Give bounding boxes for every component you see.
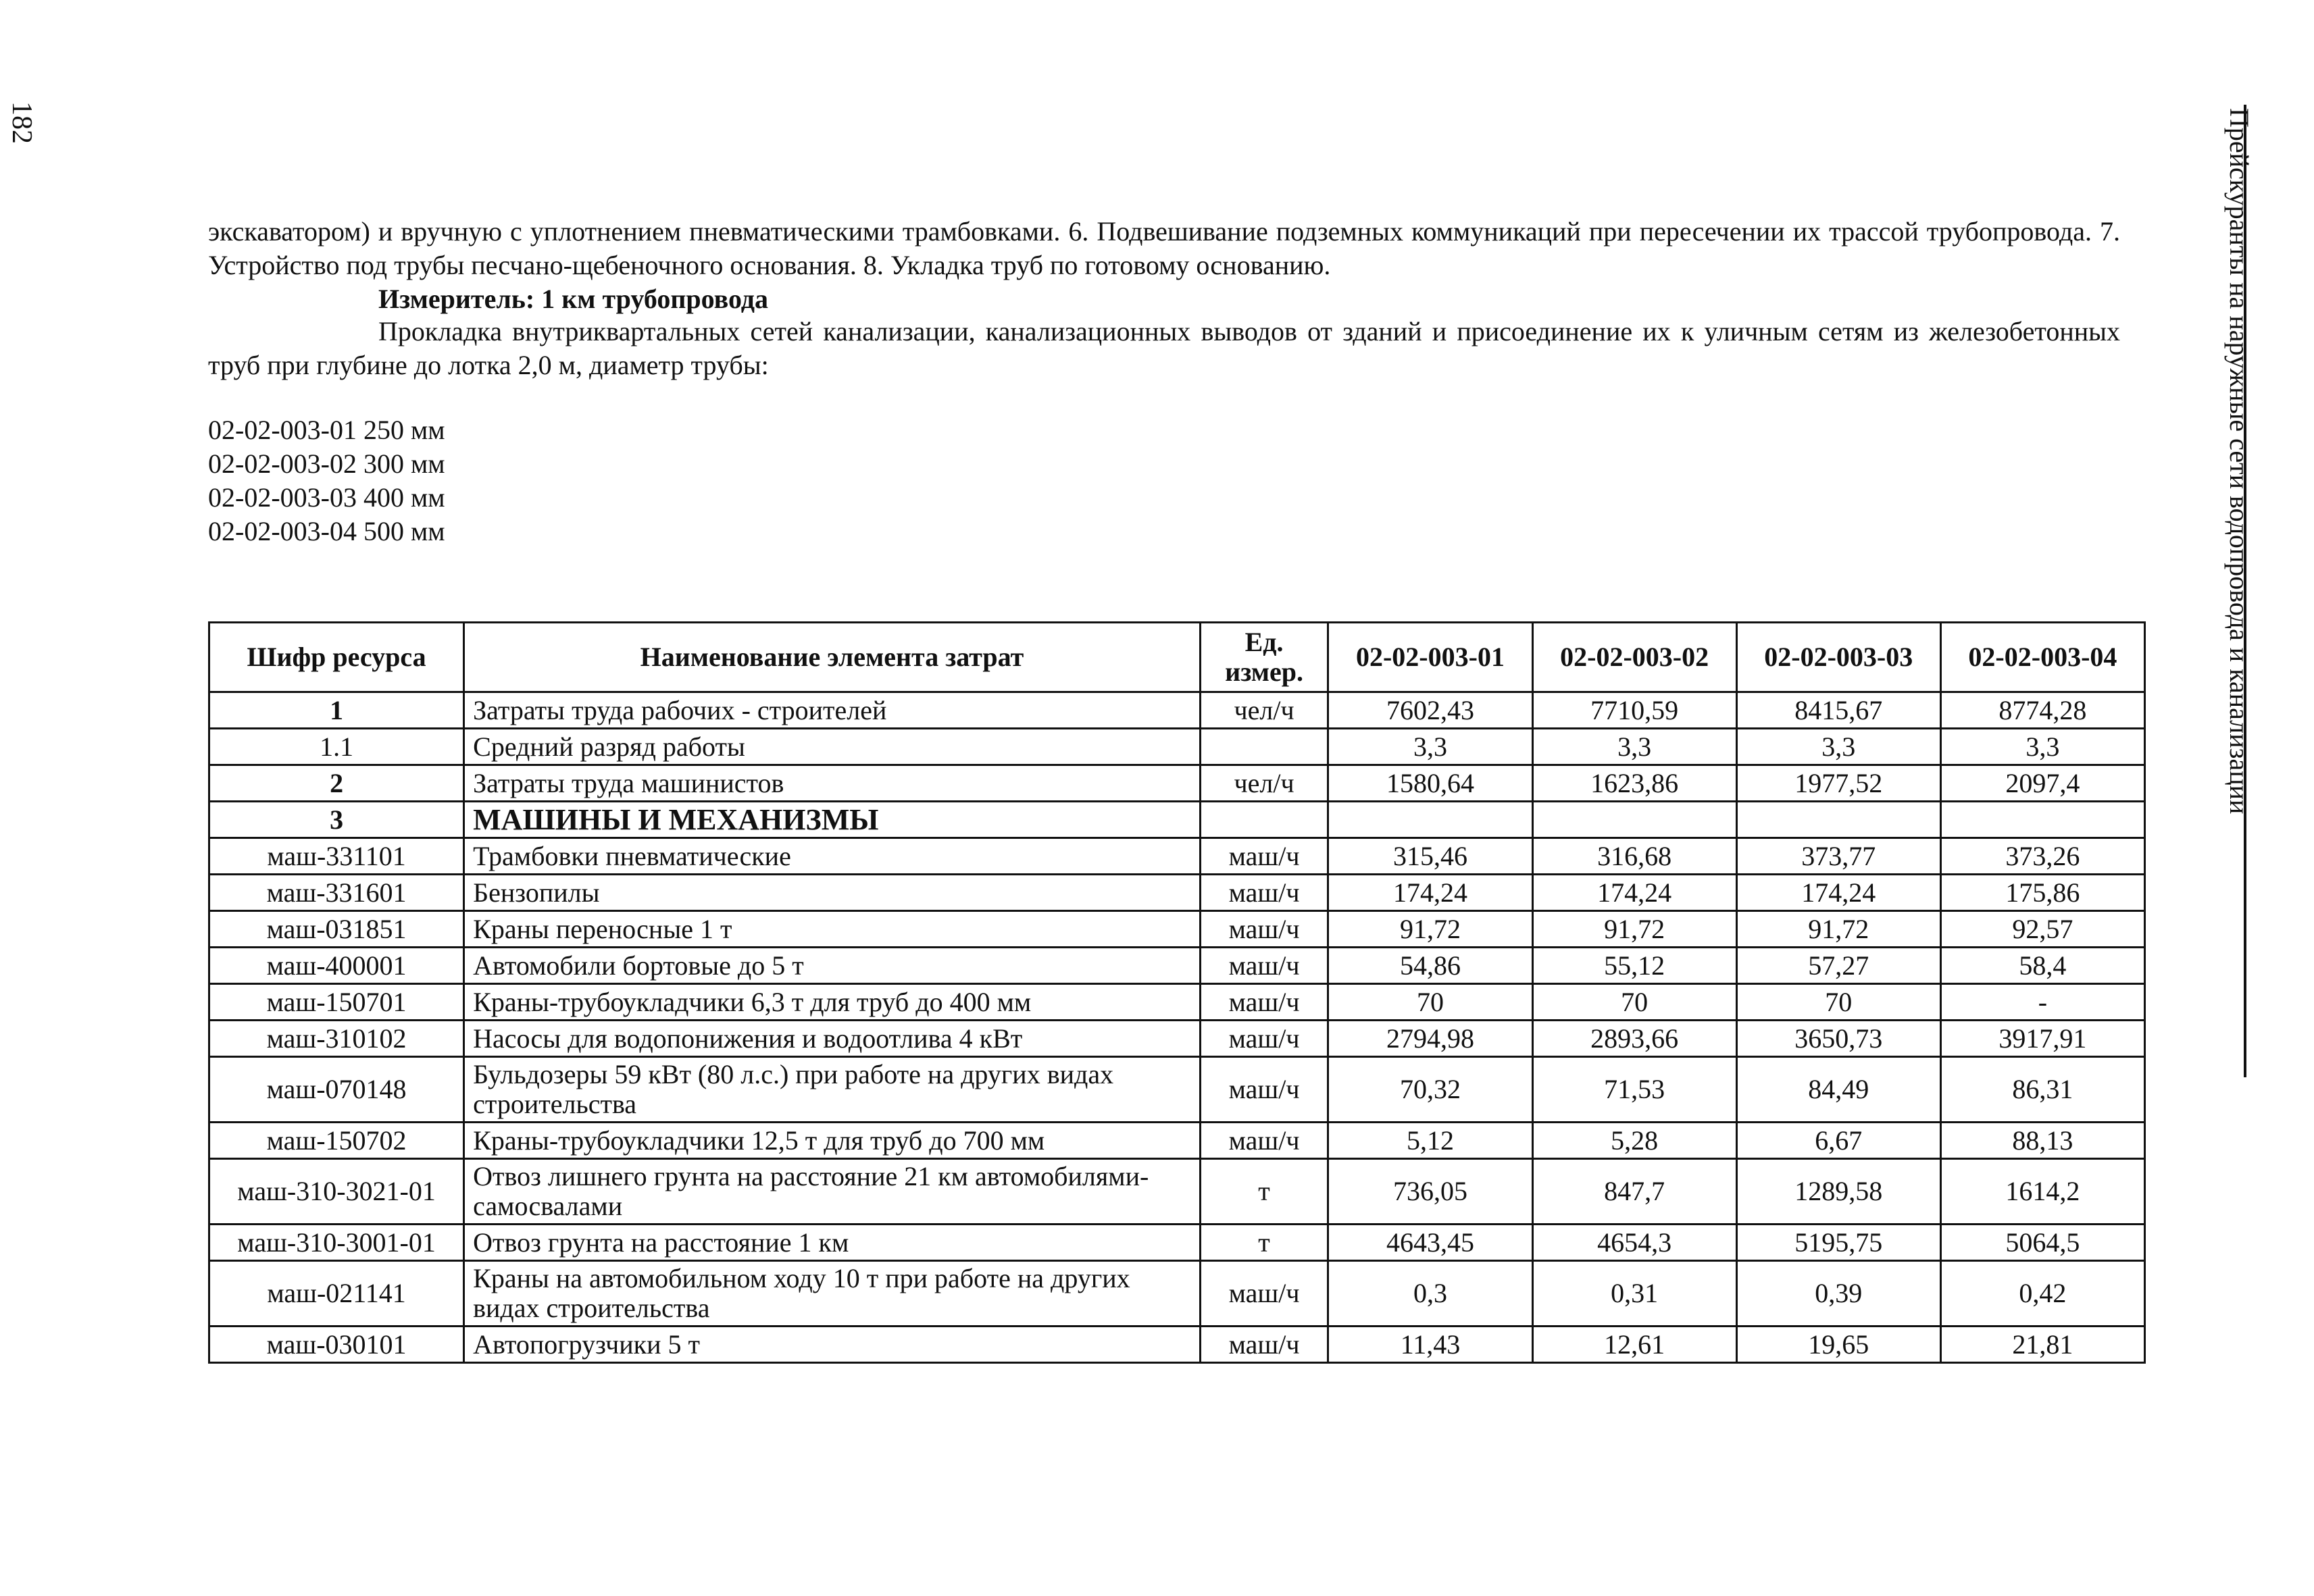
value-cell-3: 70 [1736, 984, 1940, 1021]
cost-name-cell: Автопогрузчики 5 т [464, 1327, 1201, 1363]
value-cell-2: 4654,3 [1532, 1225, 1736, 1261]
cost-name-cell: Краны на автомобильном ходу 10 т при работе на других видах строительства [464, 1261, 1201, 1327]
value-cell-4: 1614,2 [1940, 1159, 2144, 1225]
unit-cell: маш/ч [1200, 911, 1328, 948]
cost-name-cell: Насосы для водопонижения и водоотлива 4 кВт [464, 1021, 1201, 1057]
measure-heading: Измеритель: 1 км трубопровода [378, 284, 769, 314]
header-col-2: 02-02-003-02 [1532, 623, 1736, 692]
value-cell-3: 84,49 [1736, 1057, 1940, 1123]
unit-cell: т [1200, 1225, 1328, 1261]
value-cell-2: 316,68 [1532, 838, 1736, 875]
cost-name-cell: Краны-трубоукладчики 6,3 т для труб до 400 мм [464, 984, 1201, 1021]
value-cell-1: 736,05 [1328, 1159, 1532, 1225]
unit-cell: маш/ч [1200, 1261, 1328, 1327]
value-cell-2: 70 [1532, 984, 1736, 1021]
unit-cell [1200, 802, 1328, 838]
cost-name-cell: Трамбовки пневматические [464, 838, 1201, 875]
resource-code-cell: 1.1 [209, 729, 464, 765]
value-cell-4: 0,42 [1940, 1261, 2144, 1327]
resource-code-cell: маш-150701 [209, 984, 464, 1021]
cost-name-cell: Автомобили бортовые до 5 т [464, 948, 1201, 984]
unit-cell: маш/ч [1200, 1021, 1328, 1057]
header-unit: Ед. измер. [1200, 623, 1328, 692]
value-cell-1: 54,86 [1328, 948, 1532, 984]
resource-code-cell: 3 [209, 802, 464, 838]
cost-name-cell: МАШИНЫ И МЕХАНИЗМЫ [464, 802, 1201, 838]
resource-code-cell: маш-310102 [209, 1021, 464, 1057]
value-cell-2: 7710,59 [1532, 692, 1736, 729]
value-cell-3: 373,77 [1736, 838, 1940, 875]
cost-name-cell: Краны переносные 1 т [464, 911, 1201, 948]
table-row [209, 1057, 2145, 1123]
table-row [209, 1225, 2145, 1261]
code-list-item: 02-02-003-01 250 мм [208, 415, 445, 445]
value-cell-2: 71,53 [1532, 1057, 1736, 1123]
resource-code-cell: маш-030101 [209, 1327, 464, 1363]
value-cell-4: - [1940, 984, 2144, 1021]
table-row [209, 802, 2145, 838]
cost-name-cell: Бензопилы [464, 875, 1201, 911]
table-row [209, 692, 2145, 729]
resource-code-cell: 1 [209, 692, 464, 729]
cost-table [208, 621, 2146, 1364]
intro-paragraph: экскаватором) и вручную с уплотнением пневматическими трамбовками. 6. Подвешивание подземных коммуникаций при пересечении их трассой трубопровода. 7. Устройство под трубы песчано-щебеночного основания. 8. Укладка труб по готовому основанию. [208, 216, 2120, 280]
table-row [209, 838, 2145, 875]
table-header-row [209, 623, 2145, 692]
page-number: 182 [6, 101, 37, 144]
table-row [209, 765, 2145, 802]
value-cell-1: 174,24 [1328, 875, 1532, 911]
cost-name-cell: Бульдозеры 59 кВт (80 л.с.) при работе на других видах строительства [464, 1057, 1201, 1123]
unit-cell: маш/ч [1200, 984, 1328, 1021]
value-cell-4 [1940, 802, 2144, 838]
unit-cell: маш/ч [1200, 838, 1328, 875]
value-cell-1: 3,3 [1328, 729, 1532, 765]
value-cell-2: 847,7 [1532, 1159, 1736, 1225]
header-col-1: 02-02-003-01 [1328, 623, 1532, 692]
value-cell-1 [1328, 802, 1532, 838]
unit-cell [1200, 729, 1328, 765]
value-cell-2: 1623,86 [1532, 765, 1736, 802]
unit-cell: маш/ч [1200, 1057, 1328, 1123]
value-cell-3: 0,39 [1736, 1261, 1940, 1327]
code-list-item: 02-02-003-03 400 мм [208, 482, 445, 513]
value-cell-3: 91,72 [1736, 911, 1940, 948]
value-cell-3: 3,3 [1736, 729, 1940, 765]
value-cell-2: 2893,66 [1532, 1021, 1736, 1057]
value-cell-4: 3917,91 [1940, 1021, 2144, 1057]
value-cell-2: 12,61 [1532, 1327, 1736, 1363]
value-cell-3 [1736, 802, 1940, 838]
resource-code-cell: 2 [209, 765, 464, 802]
value-cell-4: 92,57 [1940, 911, 2144, 948]
code-list-item: 02-02-003-04 500 мм [208, 516, 445, 546]
unit-cell: маш/ч [1200, 1327, 1328, 1363]
cost-name-cell: Средний разряд работы [464, 729, 1201, 765]
table-row [209, 1123, 2145, 1159]
value-cell-2: 0,31 [1532, 1261, 1736, 1327]
table-row [209, 729, 2145, 765]
value-cell-4: 8774,28 [1940, 692, 2144, 729]
description-paragraph: Прокладка внутриквартальных сетей канализации, канализационных выводов от зданий и присоединение их к уличным сетям из железобетонных труб при глубине до лотка 2,0 м, диаметр трубы: [208, 316, 2120, 380]
value-cell-1: 0,3 [1328, 1261, 1532, 1327]
value-cell-1: 4643,45 [1328, 1225, 1532, 1261]
value-cell-3: 5195,75 [1736, 1225, 1940, 1261]
value-cell-1: 315,46 [1328, 838, 1532, 875]
unit-cell: т [1200, 1159, 1328, 1225]
value-cell-2 [1532, 802, 1736, 838]
value-cell-4: 5064,5 [1940, 1225, 2144, 1261]
value-cell-2: 174,24 [1532, 875, 1736, 911]
value-cell-4: 175,86 [1940, 875, 2144, 911]
resource-code-cell: маш-150702 [209, 1123, 464, 1159]
header-code: Шифр ресурса [209, 623, 464, 692]
unit-cell: чел/ч [1200, 765, 1328, 802]
table-row [209, 1159, 2145, 1225]
resource-code-cell: маш-021141 [209, 1261, 464, 1327]
value-cell-4: 21,81 [1940, 1327, 2144, 1363]
table-row [209, 911, 2145, 948]
cost-name-cell: Отвоз лишнего грунта на расстояние 21 км автомобилями-самосвалами [464, 1159, 1201, 1225]
resource-code-cell: маш-331601 [209, 875, 464, 911]
table-body [209, 692, 2145, 1363]
header-name: Наименование элемента затрат [464, 623, 1201, 692]
resource-code-cell: маш-310-3021-01 [209, 1159, 464, 1225]
unit-cell: чел/ч [1200, 692, 1328, 729]
value-cell-4: 373,26 [1940, 838, 2144, 875]
value-cell-3: 1289,58 [1736, 1159, 1940, 1225]
resource-code-cell: маш-070148 [209, 1057, 464, 1123]
unit-cell: маш/ч [1200, 1123, 1328, 1159]
cost-name-cell: Отвоз грунта на расстояние 1 км [464, 1225, 1201, 1261]
header-col-4: 02-02-003-04 [1940, 623, 2144, 692]
unit-cell: маш/ч [1200, 948, 1328, 984]
resource-code-cell: маш-331101 [209, 838, 464, 875]
value-cell-3: 57,27 [1736, 948, 1940, 984]
value-cell-4: 88,13 [1940, 1123, 2144, 1159]
resource-code-cell: маш-400001 [209, 948, 464, 984]
value-cell-1: 11,43 [1328, 1327, 1532, 1363]
cost-name-cell: Краны-трубоукладчики 12,5 т для труб до 700 мм [464, 1123, 1201, 1159]
value-cell-3: 1977,52 [1736, 765, 1940, 802]
value-cell-3: 174,24 [1736, 875, 1940, 911]
table-row [209, 1261, 2145, 1327]
value-cell-4: 3,3 [1940, 729, 2144, 765]
value-cell-3: 6,67 [1736, 1123, 1940, 1159]
value-cell-4: 86,31 [1940, 1057, 2144, 1123]
value-cell-1: 2794,98 [1328, 1021, 1532, 1057]
resource-code-cell: маш-310-3001-01 [209, 1225, 464, 1261]
value-cell-2: 5,28 [1532, 1123, 1736, 1159]
value-cell-3: 8415,67 [1736, 692, 1940, 729]
value-cell-2: 91,72 [1532, 911, 1736, 948]
value-cell-3: 19,65 [1736, 1327, 1940, 1363]
value-cell-1: 91,72 [1328, 911, 1532, 948]
resource-code-cell: маш-031851 [209, 911, 464, 948]
value-cell-4: 2097,4 [1940, 765, 2144, 802]
value-cell-1: 1580,64 [1328, 765, 1532, 802]
value-cell-4: 58,4 [1940, 948, 2144, 984]
table-row [209, 948, 2145, 984]
unit-cell: маш/ч [1200, 875, 1328, 911]
running-header: Прейскуранты на наружные сети водопровода и канализации [2224, 108, 2255, 815]
table-row [209, 875, 2145, 911]
cost-name-cell: Затраты труда машинистов [464, 765, 1201, 802]
header-col-3: 02-02-003-03 [1736, 623, 1940, 692]
value-cell-2: 55,12 [1532, 948, 1736, 984]
code-list-item: 02-02-003-02 300 мм [208, 448, 445, 479]
value-cell-1: 7602,43 [1328, 692, 1532, 729]
cost-name-cell: Затраты труда рабочих - строителей [464, 692, 1201, 729]
table-row [209, 1021, 2145, 1057]
table-row [209, 1327, 2145, 1363]
value-cell-1: 70 [1328, 984, 1532, 1021]
value-cell-3: 3650,73 [1736, 1021, 1940, 1057]
value-cell-1: 5,12 [1328, 1123, 1532, 1159]
table-row [209, 984, 2145, 1021]
value-cell-1: 70,32 [1328, 1057, 1532, 1123]
code-list [208, 413, 2120, 548]
value-cell-2: 3,3 [1532, 729, 1736, 765]
